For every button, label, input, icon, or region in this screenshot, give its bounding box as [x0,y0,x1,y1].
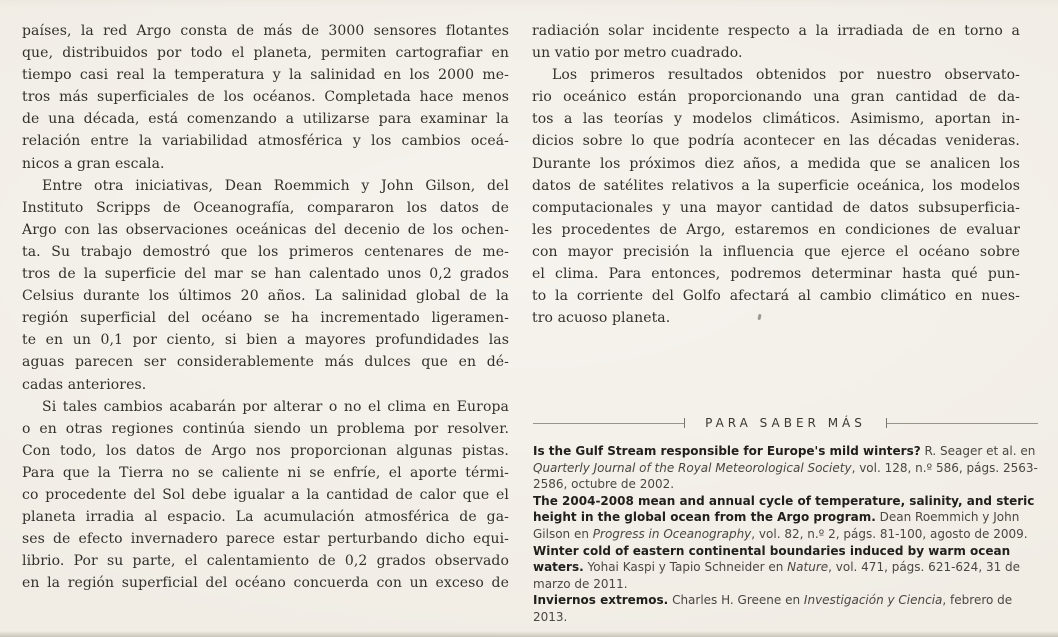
text-line: nicos a gran escala. [22,155,165,172]
text-line: Celsius durante los últimos 20 años. La salinidad global de la [22,288,509,305]
text-line: les procedentes de Argo, estaremos en condiciones de evaluar [532,221,1020,238]
text-line: te en un 0,1 por ciento, si bien a mayores profundidades las [22,332,509,349]
reference-source: Quarterly Journal of the Royal Meteorological Society [533,460,852,475]
reference-authors: Charles H. Greene en [672,593,801,608]
text-line: dicios sobre lo que podría acontecer en las décadas venideras. [532,133,1020,150]
text-line: tiempo casi real la temperatura y la salinidad en los 2000 me- [22,67,509,84]
reference-details: , vol. 471, págs. 621-624, 31 de marzo de 2011. [533,560,1021,591]
text-line: Entre otra iniciativas, Dean Roemmich y John Gilson, del [42,177,509,194]
reference-title: Is the Gulf Stream responsible for Europe's mild winters? [533,444,921,458]
text-line: tros más superficiales de los océanos. Completada hace menos [22,89,509,106]
text-line: el clima. Para entonces, podremos determinar hasta qué pun- [532,266,1020,283]
reference-source: Progress in Oceanography [592,526,752,541]
text-line: tros de la superficie del mar se han calentado unos 0,2 grados [22,266,509,283]
text-line: computacionales y una mayor cantidad de datos subsuperficia- [532,199,1020,216]
text-line: Argo con las observaciones oceánicas del decenio de los ochen- [22,221,509,238]
text-line: Los primeros resultados obtenidos por nuestro observato- [552,67,1020,84]
text-line: países, la red Argo consta de más de 3000 sensores flotantes [22,23,509,39]
reference-list [533,443,1038,626]
reference-title: Winter cold of eastern continental boundaries induced by warm ocean waters. [533,543,1011,575]
text-line: región superficial del océano se ha incrementado ligeramen- [22,310,509,327]
text-line: con mayor precisión la influencia que ejerce el océano sobre [532,243,1020,260]
left-column [22,20,509,594]
further-reading-title: PARA SABER MÁS [705,416,866,430]
further-reading-section [533,416,1038,626]
reference-item [533,592,1038,625]
text-line: co procedente del Sol debe igualar a la cantidad de calor que el [22,486,509,503]
text-line: datos de satélites relativos a la superficie oceánica, los modelos [532,177,1020,194]
reference-details: , febrero de 2013. [533,593,1013,624]
text-line: radiación solar incidente respecto a la irradiada de en torno a [532,23,1020,39]
text-line: un vatio por metro cuadrado. [532,45,743,62]
text-line: que, distribuidos por todo el planeta, permiten cartografiar en [22,45,509,62]
reference-source: Investigación y Ciencia [803,593,943,608]
text-line: rio oceánico están proporcionando una gran cantidad de da- [532,89,1020,106]
text-line: Si tales cambios acabarán por alterar o no el clima en Europa [42,398,509,415]
reference-title: Inviernos extremos. [533,593,669,608]
text-line: Instituto Scripps de Oceanografía, compararon los datos de [22,199,509,216]
text-line: en la región superficial del océano concuerda con un exceso de [22,575,509,592]
text-line: de una década, está comenzando a utilizarse para examinar la [22,111,509,128]
reference-item [533,493,1038,543]
text-line: Durante los próximos diez años, a medida que se analicen los [532,155,1020,172]
right-column [532,20,1020,329]
reference-source: Nature [787,560,829,575]
text-line: to la corriente del Golfo afectará al cambio climático en nues- [532,288,1020,305]
reference-authors: Yohai Kaspi y Tapio Schneider en [587,560,784,575]
text-line: Para que la Tierra no se caliente ni se enfríe, el aporte térmi- [22,464,509,481]
text-line: aguas parecen ser considerablemente más dulces que en dé- [22,354,509,371]
reference-title: The 2004-2008 mean and annual cycle of temperature, salinity, and steric height in the global ocean from the Argo program. [533,493,1035,525]
text-line: Con todo, los datos de Argo nos proporcionan algunas pistas. [22,442,509,459]
text-line: ta. Su trabajo demostró que los primeros centenares de me- [22,243,509,260]
text-line: relación entre la variabilidad atmosférica y los cambios oceá- [22,133,509,150]
text-line: cadas anteriores. [22,376,147,393]
heading-rule-left [533,423,684,424]
text-line: o en otras regiones continúa siendo un problema por resolver. [22,420,509,437]
reference-item [533,443,1038,493]
further-reading-heading [533,416,1038,430]
reference-authors: R. Seager et al. en [924,444,1036,458]
heading-rule-right [887,423,1038,424]
text-line: librio. Por su parte, el calentamiento de 0,2 grados observado [22,553,509,570]
text-line: tro acuoso planeta. [532,310,671,327]
text-line: ses de efecto invernadero parece estar perturbando dicho equi- [22,531,509,548]
reference-authors: Dean Roemmich y John Gilson en [533,510,1020,541]
reference-details: , vol. 82, n.º 2, págs. 81-100, agosto de 2009. [751,526,1028,541]
page-bottom-shadow [0,631,1058,637]
text-line: planeta irradia al espacio. La acumulación atmosférica de ga- [22,509,509,526]
text-line: tos a las teorías y modelos climáticos. Asimismo, aportan in- [532,111,1020,128]
reference-details: , vol. 128, n.º 586, págs. 2563-2586, octubre de 2002. [533,460,1038,492]
reference-item [533,543,1038,593]
